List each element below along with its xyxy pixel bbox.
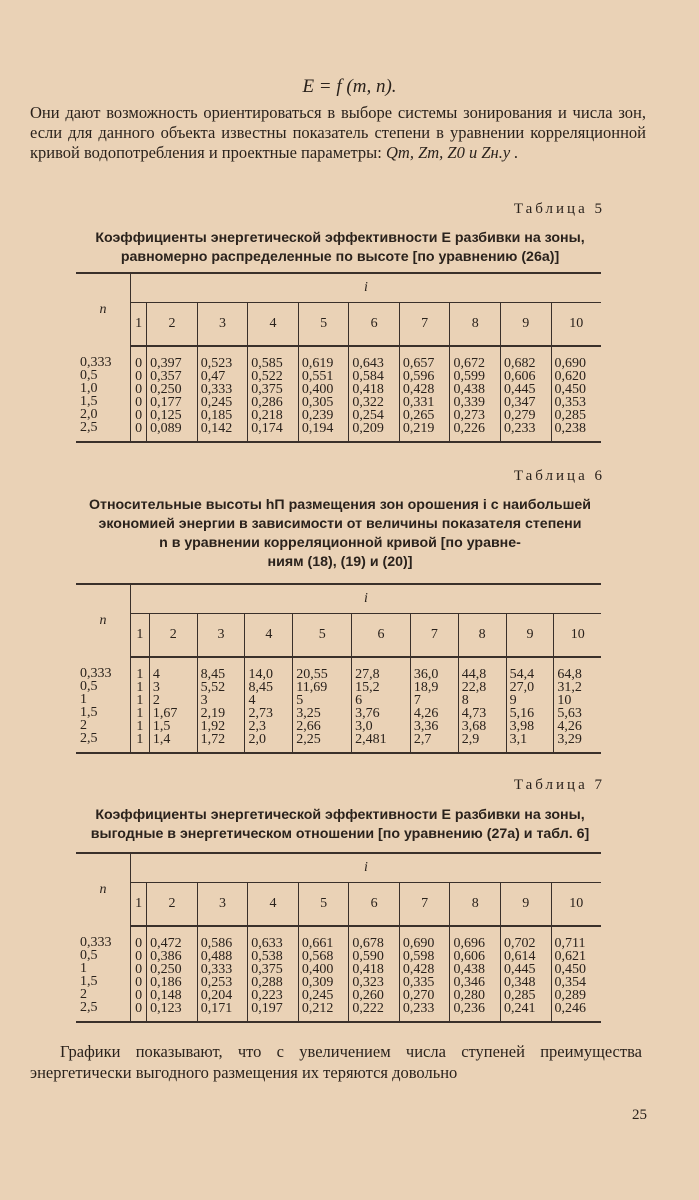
table-cell: 0,333	[200, 962, 233, 977]
table-cell: 0,125	[150, 408, 182, 423]
table-cell: 0,218	[251, 408, 283, 423]
n-value: 2,5	[80, 731, 98, 746]
table-cell: 0,254	[352, 408, 384, 423]
table-cell: 7	[413, 693, 421, 708]
table-cell: 0,245	[301, 988, 334, 1003]
table-cell: 0,445	[504, 962, 536, 977]
table-cell: 0	[135, 382, 143, 397]
table-cell: 0,335	[402, 975, 435, 990]
table-cell: 0,185	[200, 408, 233, 423]
table6-label: Таблица 6	[513, 468, 605, 484]
table-cell: 6	[355, 693, 363, 708]
table-cell: 0,148	[150, 988, 182, 1003]
table-cell: 0,186	[150, 975, 182, 990]
table-cell: 0,598	[402, 949, 435, 964]
table-cell: 36,0	[413, 667, 439, 682]
table-cell: 0,241	[504, 1001, 536, 1016]
table-cell: 0,596	[402, 369, 435, 384]
data-column	[352, 657, 411, 753]
table-cell: 0,174	[251, 421, 283, 436]
table-cell: 11,69	[296, 680, 328, 695]
data-column	[410, 657, 458, 753]
table-cell: 64,8	[557, 667, 582, 682]
table-cell: 0,599	[453, 369, 485, 384]
table-cell: 0,619	[301, 356, 334, 371]
table-cell: 0,209	[352, 421, 384, 436]
table-cell: 0,280	[453, 988, 485, 1003]
column-header: 7	[410, 614, 458, 658]
table-cell: 0,245	[200, 395, 233, 410]
column-header: 5	[293, 614, 352, 658]
table-cell: 8,45	[248, 680, 273, 695]
table-cell: 0,288	[251, 975, 283, 990]
data-column	[248, 926, 299, 1022]
table-cell: 1,5	[152, 719, 171, 734]
table-cell: 0,197	[251, 1001, 283, 1016]
table-cell: 0,289	[554, 988, 587, 1003]
data-column	[245, 657, 293, 753]
table-cell: 3,36	[413, 719, 439, 734]
table-cell: 0,47	[200, 369, 226, 384]
table-cell: 0,354	[554, 975, 587, 990]
column-header: 7	[399, 883, 450, 927]
table-cell: 0,226	[453, 421, 485, 436]
table5-title	[60, 229, 620, 267]
page-number: 25	[632, 1107, 647, 1123]
data-column	[248, 346, 299, 442]
table-cell: 0,397	[150, 356, 182, 371]
table-cell: 4	[152, 667, 160, 682]
table-cell: 0,353	[554, 395, 587, 410]
table-cell: 3,25	[296, 706, 321, 721]
table-cell: 54,4	[509, 667, 535, 682]
table-cell: 8,45	[200, 667, 226, 682]
table-cell: 0,346	[453, 975, 485, 990]
table-cell: 0,621	[554, 949, 587, 964]
n-value: 1,5	[80, 974, 98, 989]
column-header: 2	[149, 614, 197, 658]
table-cell: 5	[296, 693, 304, 708]
column-header: 4	[248, 883, 299, 927]
table-cell: 2,3	[248, 719, 266, 734]
table-cell: 0,177	[150, 395, 182, 410]
table-cell: 0,585	[251, 356, 283, 371]
data-column	[349, 346, 400, 442]
table-cell: 1,67	[152, 706, 178, 721]
table-cell: 4,26	[413, 706, 439, 721]
table-cell: 0,194	[301, 421, 334, 436]
table-cell: 0	[135, 408, 143, 423]
table-cell: 0,204	[200, 988, 233, 1003]
table7-title-line: выгодные в энергетическом отношении [по уравнению (27а) и табл. 6]	[90, 826, 590, 842]
table-cell: 0,438	[453, 382, 485, 397]
data-column	[554, 657, 601, 753]
column-header: 3	[197, 614, 245, 658]
n-value: 0,333	[80, 935, 112, 950]
table-cell: 0,233	[504, 421, 536, 436]
table-cell: 0,239	[301, 408, 334, 423]
table-cell: 0,309	[301, 975, 334, 990]
n-value: 2	[80, 718, 87, 733]
column-header: 10	[554, 614, 601, 658]
table-cell: 0,253	[200, 975, 233, 990]
table-cell: 4,73	[461, 706, 487, 721]
table-cell: 0,323	[352, 975, 384, 990]
data-column	[551, 926, 601, 1022]
table-cell: 0,347	[504, 395, 536, 410]
table-cell: 0,305	[301, 395, 334, 410]
table-cell: 0,223	[251, 988, 283, 1003]
table-cell: 0,538	[251, 949, 283, 964]
table-cell: 0,445	[504, 382, 536, 397]
table-cell: 0,339	[453, 395, 485, 410]
data-column	[458, 657, 506, 753]
column-header: 7	[399, 303, 450, 347]
table-cell: 5,52	[200, 680, 226, 695]
n-value: 0,5	[80, 679, 98, 694]
table-cell: 0,551	[301, 369, 334, 384]
data-column	[501, 346, 552, 442]
table-cell: 0,584	[352, 369, 384, 384]
table-cell: 0,279	[504, 408, 536, 423]
data-column	[506, 657, 554, 753]
table-cell: 3,98	[509, 719, 535, 734]
table7-title	[60, 806, 620, 844]
table7	[76, 852, 601, 1023]
table-cell: 0,273	[453, 408, 485, 423]
table-cell: 0,246	[554, 1001, 587, 1016]
table-cell: 0,606	[504, 369, 536, 384]
column-header: 3	[197, 883, 248, 927]
table-cell: 0,620	[554, 369, 587, 384]
table7-title-line: Коэффициенты энергетической эффективности E разбивки на зоны,	[95, 807, 585, 823]
table-cell: 15,2	[355, 680, 380, 695]
table6	[76, 583, 601, 754]
column-header: 2	[147, 883, 198, 927]
table-cell: 0,375	[251, 962, 283, 977]
table-cell: 0,690	[554, 356, 587, 371]
n-value: 1,0	[80, 381, 98, 396]
table-cell: 27,0	[509, 680, 535, 695]
table-cell: 3,76	[355, 706, 380, 721]
table-cell: 0,333	[200, 382, 233, 397]
table-cell: 0,357	[150, 369, 182, 384]
table-cell: 0,633	[251, 936, 283, 951]
table-cell: 2,73	[248, 706, 273, 721]
table-cell: 1	[136, 732, 144, 747]
column-header: 6	[352, 614, 411, 658]
data-column	[399, 926, 450, 1022]
i-header: i	[131, 584, 602, 614]
n-value: 2,0	[80, 407, 98, 422]
table-cell: 0,488	[200, 949, 233, 964]
column-header: 6	[349, 883, 400, 927]
table-cell: 0,285	[504, 988, 536, 1003]
table-cell: 0,236	[453, 1001, 485, 1016]
data-column	[149, 657, 197, 753]
table-cell: 44,8	[461, 667, 487, 682]
column-header: 9	[506, 614, 554, 658]
n-value: 0,5	[80, 368, 98, 383]
table-cell: 0,386	[150, 949, 182, 964]
table-cell: 0,233	[402, 1001, 435, 1016]
table-cell: 1	[136, 719, 144, 734]
table-cell: 22,8	[461, 680, 487, 695]
table-cell: 0	[135, 356, 143, 371]
table-cell: 0,672	[453, 356, 485, 371]
table-cell: 0,400	[301, 962, 334, 977]
column-header: 3	[197, 303, 248, 347]
table-cell: 5,16	[509, 706, 535, 721]
table-cell: 18,9	[413, 680, 439, 695]
formula-line: E = f (m, n).	[302, 76, 397, 97]
data-column	[147, 926, 198, 1022]
table-cell: 0	[135, 936, 143, 951]
column-header: 10	[551, 303, 601, 347]
column-header: 2	[147, 303, 198, 347]
table-cell: 0	[135, 395, 143, 410]
table-cell: 1,92	[200, 719, 226, 734]
table-cell: 0,606	[453, 949, 485, 964]
table-cell: 0	[135, 949, 143, 964]
table-cell: 14,0	[248, 667, 273, 682]
column-header: 4	[248, 303, 299, 347]
table6-title	[60, 496, 620, 572]
table-cell: 0,238	[554, 421, 587, 436]
table-cell: 0,657	[402, 356, 435, 371]
table5-title-line: равномерно распределенные по высоте [по уравнению (26а)]	[120, 249, 560, 265]
table5-title-line: Коэффициенты энергетической эффективности E разбивки на зоны,	[95, 230, 585, 246]
table-cell: 5,63	[557, 706, 582, 721]
table-cell: 20,55	[296, 667, 328, 682]
table-cell: 3,1	[509, 732, 528, 747]
table-cell: 0,678	[352, 936, 384, 951]
table-cell: 0,661	[301, 936, 334, 951]
column-header: 9	[501, 883, 552, 927]
table-cell: 3	[152, 680, 160, 695]
table-cell: 0,286	[251, 395, 283, 410]
table-cell: 0,123	[150, 1001, 182, 1016]
table5	[76, 272, 601, 443]
table-cell: 0	[135, 369, 143, 384]
table5-label: Таблица 5	[513, 201, 605, 217]
data-column	[131, 657, 150, 753]
table-cell: 1,4	[152, 732, 171, 747]
table-cell: 0,586	[200, 936, 233, 951]
table-cell: 0,142	[200, 421, 233, 436]
table-cell: 0,322	[352, 395, 384, 410]
table-cell: 0,270	[402, 988, 435, 1003]
n-value: 0,333	[80, 666, 112, 681]
table-cell: 0,450	[554, 962, 587, 977]
table-cell: 0,682	[504, 356, 536, 371]
table-cell: 0,418	[352, 382, 384, 397]
table-cell: 3	[200, 693, 208, 708]
data-column	[197, 346, 248, 442]
data-column	[501, 926, 552, 1022]
table-cell: 0,348	[504, 975, 536, 990]
table-cell: 0,212	[301, 1001, 334, 1016]
column-header: 5	[298, 303, 349, 347]
table-cell: 0,250	[150, 962, 182, 977]
data-column	[450, 926, 501, 1022]
table-cell: 27,8	[355, 667, 380, 682]
n-values-cell	[76, 346, 131, 442]
n-values-cell	[76, 926, 131, 1022]
table-cell: 0,331	[402, 395, 435, 410]
table-cell: 0,285	[554, 408, 587, 423]
column-header: 1	[131, 614, 150, 658]
table-cell: 0,219	[402, 421, 435, 436]
table6-title-line: ниям (18), (19) и (20)]	[267, 554, 413, 570]
table-cell: 0,250	[150, 382, 182, 397]
table-cell: 2,481	[355, 732, 387, 747]
table-cell: 2,9	[461, 732, 480, 747]
table-cell: 0,438	[453, 962, 485, 977]
n-value: 0,333	[80, 355, 112, 370]
column-header: 8	[458, 614, 506, 658]
table6-title-line: экономией энергии в зависимости от величины показателя степени	[98, 516, 582, 532]
table-cell: 0,428	[402, 962, 435, 977]
data-column	[131, 346, 147, 442]
table-cell: 0,472	[150, 936, 182, 951]
table-cell: 0	[135, 988, 143, 1003]
table-cell: 3,0	[355, 719, 373, 734]
intro-formula-tail: Qm, Zm, Z0 и Zн.у .	[385, 143, 519, 162]
table-cell: 1	[136, 680, 144, 695]
table-cell: 1	[136, 706, 144, 721]
i-header: i	[131, 273, 602, 303]
column-header: 9	[501, 303, 552, 347]
table-cell: 0,690	[402, 936, 435, 951]
table-cell: 0,418	[352, 962, 384, 977]
table-cell: 0	[135, 962, 143, 977]
table-cell: 0,568	[301, 949, 334, 964]
data-column	[450, 346, 501, 442]
n-header: n	[76, 273, 131, 346]
n-value: 2,5	[80, 420, 98, 435]
table-cell: 0,643	[352, 356, 384, 371]
n-value: 1,5	[80, 394, 98, 409]
n-value: 2,5	[80, 1000, 98, 1015]
table7-label: Таблица 7	[513, 777, 605, 793]
table-cell: 1	[136, 667, 144, 682]
table-cell: 0,260	[352, 988, 384, 1003]
table-cell: 31,2	[557, 680, 582, 695]
table-cell: 0,522	[251, 369, 283, 384]
table-cell: 3,29	[557, 732, 582, 747]
n-header: n	[76, 584, 131, 657]
table-cell: 4	[248, 693, 256, 708]
table6-title-line: n в уравнении корреляционной кривой [по уравне-	[159, 535, 521, 551]
table-cell: 3,68	[461, 719, 487, 734]
table-cell: 0,375	[251, 382, 283, 397]
column-header: 1	[131, 883, 147, 927]
n-value: 1	[80, 961, 87, 976]
table-cell: 0,450	[554, 382, 587, 397]
table-cell: 0,696	[453, 936, 485, 951]
table-cell: 0	[135, 975, 143, 990]
column-header: 5	[298, 883, 349, 927]
n-value: 1	[80, 692, 87, 707]
data-column	[399, 346, 450, 442]
column-header: 8	[450, 883, 501, 927]
table-cell: 0,222	[352, 1001, 384, 1016]
column-header: 6	[349, 303, 400, 347]
table-cell: 0	[135, 421, 143, 436]
table-cell: 0,702	[504, 936, 536, 951]
column-header: 1	[131, 303, 147, 347]
data-column	[551, 346, 601, 442]
table-cell: 0,614	[504, 949, 536, 964]
table-cell: 4,26	[557, 719, 582, 734]
table-cell: 0,265	[402, 408, 435, 423]
data-column	[197, 657, 245, 753]
data-column	[293, 657, 352, 753]
n-value: 1,5	[80, 705, 98, 720]
n-value: 2	[80, 987, 87, 1002]
data-column	[349, 926, 400, 1022]
table-cell: 0,711	[554, 936, 586, 951]
data-column	[298, 346, 349, 442]
n-values-cell	[76, 657, 131, 753]
table-cell: 0	[135, 1001, 143, 1016]
table-cell: 10	[557, 693, 572, 708]
intro-paragraph: Они дают возможность ориентироваться в выборе системы зонирования и числа зон, если для данного объекта известны показатель степени в уравнении корреляционной кривой водопотребления и проектные параметры: Qm, Zm, Z0 и Zн.у .	[30, 103, 646, 162]
data-column	[131, 926, 147, 1022]
table-cell: 0,428	[402, 382, 435, 397]
closing-paragraph: Графики показывают, что с увеличением числа ступеней преимущества энергетически выгодного размещения их теряются довольно	[30, 1042, 642, 1082]
column-header: 10	[551, 883, 601, 927]
table-cell: 0,089	[150, 421, 182, 436]
data-column	[147, 346, 198, 442]
table-cell: 9	[509, 693, 517, 708]
table-cell: 2,25	[296, 732, 321, 747]
table-cell: 0,171	[200, 1001, 233, 1016]
table-cell: 0,523	[200, 356, 233, 371]
column-header: 8	[450, 303, 501, 347]
table-cell: 2,66	[296, 719, 321, 734]
i-header: i	[131, 853, 602, 883]
data-column	[298, 926, 349, 1022]
table-cell: 8	[461, 693, 469, 708]
table-cell: 2,0	[248, 732, 266, 747]
table-cell: 1,72	[200, 732, 226, 747]
table-cell: 0,400	[301, 382, 334, 397]
table-cell: 1	[136, 693, 144, 708]
data-column	[197, 926, 248, 1022]
table6-title-line: Относительные высоты hП размещения зон орошения i с наибольшей	[88, 497, 592, 513]
n-header: n	[76, 853, 131, 926]
column-header: 4	[245, 614, 293, 658]
table-cell: 0,590	[352, 949, 384, 964]
table-cell: 2	[152, 693, 160, 708]
table-cell: 2,19	[200, 706, 226, 721]
table-cell: 2,7	[413, 732, 432, 747]
n-value: 0,5	[80, 948, 98, 963]
